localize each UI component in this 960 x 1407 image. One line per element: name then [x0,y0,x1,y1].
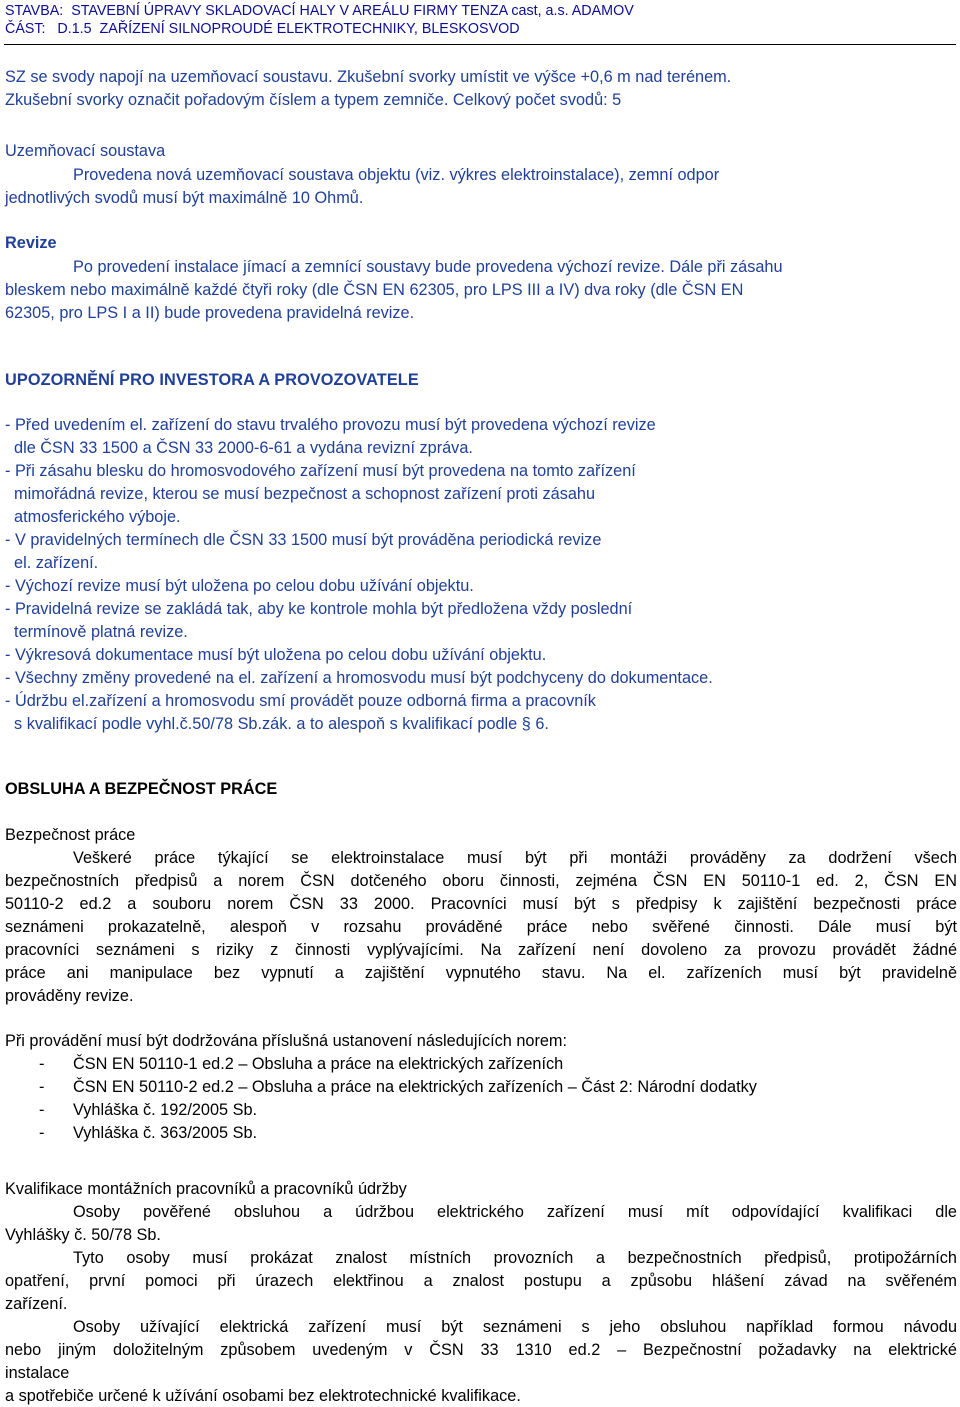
document-header [5,2,634,38]
kvalifikace-line: instalace [5,1364,70,1382]
upozorneni-line: mimořádná revize, kterou se musí bezpečnost a schopnost zařízení proti zásahu [5,485,596,503]
bezpecnost-line: Veškeré práce týkající se elektroinstalace musí být při montáži prováděny za dodržení všech [73,849,957,867]
revize-line-3: 62305, pro LPS I a II) bude provedena pravidelná revize. [5,304,415,322]
upozorneni-line: - Pravidelná revize se zakládá tak, aby ke kontrole mohla být předložena vždy poslední [5,600,633,618]
upozorneni-line: atmosferického výboje. [5,508,181,526]
upozorneni-line: - Výchozí revize musí být uložena po celou dobu užívání objektu. [5,577,474,595]
revize-line-2: bleskem nebo maximálně každé čtyři roky (dle ČSN EN 62305, pro LPS III a IV) dva roky (dle ČSN EN [5,281,744,299]
kvalifikace-line: Vyhlášky č. 50/78 Sb. [5,1226,161,1244]
kvalifikace-line: zařízení. [5,1295,68,1313]
revize-heading: Revize [5,234,57,252]
kvalifikace-line: a spotřebiče určené k užívání osobami bez elektrotechnické kvalifikace. [5,1387,521,1405]
kvalifikace-line: Tyto osoby musí prokázat znalost místních provozních a bezpečnostních předpisů, protipožárních [73,1249,957,1267]
upozorneni-line: s kvalifikací podle vyhl.č.50/78 Sb.zák. a to alespoň s kvalifikací podle § 6. [5,715,549,733]
svody-line-1: SZ se svody napojí na uzemňovací soustavu. Zkušební svorky umístit ve výšce +0,6 m nad terénem. [5,68,732,86]
bezpecnost-line: pracovníci seznámeni s riziky z činnosti vyplývajícími. Na zařízení není dovoleno za provozu provádět žádné [5,941,957,959]
norms-intro: Při provádění musí být dodržována příslušná ustanovení následujících norem: [5,1032,568,1050]
header-divider [4,44,956,45]
kvalifikace-line: Osoby užívající elektrická zařízení musí být seznámeni s jeho obsluhou například formou návodu [73,1318,957,1336]
upozorneni-line: - Před uvedením el. zařízení do stavu trvalého provozu musí být provedena výchozí revize [5,416,656,434]
bezpecnost-line: prováděny revize. [5,987,134,1005]
uzemneni-line-1: Provedena nová uzemňovací soustava objektu (viz. výkres elektroinstalace), zemní odpor [73,166,720,184]
uzemneni-line-2: jednotlivých svodů musí být maximálně 10 Ohmů. [5,189,364,207]
bezpecnost-line: 50110-2 ed.2 a souboru norem ČSN 33 2000. Pracovníci musí být s předpisy k zajištění bezpečnosti práce [5,895,957,913]
norm-item: Vyhláška č. 192/2005 Sb. [73,1101,258,1119]
upozorneni-line: - Údržbu el.zařízení a hromosvodu smí provádět pouze odborná firma a pracovník [5,692,596,710]
norm-item: ČSN EN 50110-2 ed.2 – Obsluha a práce na elektrických zařízeních – Část 2: Národní dodatky [73,1078,757,1096]
norm-item: ČSN EN 50110-1 ed.2 – Obsluha a práce na elektrických zařízeních [73,1055,564,1073]
kvalifikace-line: nebo jiným doložitelným způsobem uvedeným v ČSN 33 1310 ed.2 – Bezpečnostní požadavky na elektrické [5,1341,957,1359]
upozorneni-line: dle ČSN 33 1500 a ČSN 33 2000-6-61 a vydána revizní zpráva. [5,439,473,457]
revize-line-1: Po provedení instalace jímací a zemnící soustavy bude provedena výchozí revize. Dále při zásahu [73,258,783,276]
svody-line-2: Zkušební svorky označit pořadovým číslem a typem zemniče. Celkový počet svodů: 5 [5,91,622,109]
bezpecnost-line: bezpečnostních předpisů a norem ČSN dotčeného oboru činnosti, zejména ČSN EN 50110-1 ed. 2, ČSN EN [5,872,957,890]
norm-dash: - [39,1124,45,1142]
bezpecnost-subheading: Bezpečnost práce [5,826,136,844]
norm-dash: - [39,1055,45,1073]
kvalifikace-line: Osoby pověřené obsluhou a údržbou elektrického zařízení musí mít odpovídající kvalifikaci dle [73,1203,957,1221]
upozorneni-line: termínově platná revize. [5,623,188,641]
norm-dash: - [39,1101,45,1119]
kvalifikace-heading: Kvalifikace montážních pracovníků a pracovníků údržby [5,1180,407,1198]
norm-item: Vyhláška č. 363/2005 Sb. [73,1124,258,1142]
upozorneni-heading: UPOZORNĚNÍ PRO INVESTORA A PROVOZOVATELE [5,371,419,389]
upozorneni-line: el. zařízení. [5,554,99,572]
upozorneni-line: - V pravidelných termínech dle ČSN 33 1500 musí být prováděna periodická revize [5,531,602,549]
bezpecnost-line: práce ani manipulace bez vypnutí a zajištění vypnutého stavu. Na el. zařízeních musí být pravidelně [5,964,957,982]
obsluha-heading: OBSLUHA A BEZPEČNOST PRÁCE [5,780,278,798]
header-project: STAVBA: STAVEBNÍ ÚPRAVY SKLADOVACÍ HALY V AREÁLU FIRMY TENZA cast, a.s. ADAMOV [5,3,634,19]
uzemneni-heading: Uzemňovací soustava [5,142,166,160]
header-part: ČÁST: D.1.5 ZAŘÍZENÍ SILNOPROUDÉ ELEKTROTECHNIKY, BLESKOSVOD [5,21,520,37]
norm-dash: - [39,1078,45,1096]
kvalifikace-line: opatření, první pomoci při úrazech elektřinou a znalost postupu a způsobu hlášení závad na svěřeném [5,1272,957,1290]
upozorneni-line: - Všechny změny provedené na el. zařízení a hromosvodu musí být podchyceny do dokumentace. [5,669,713,687]
upozorneni-line: - Výkresová dokumentace musí být uložena po celou dobu užívání objektu. [5,646,547,664]
bezpecnost-line: seznámeni prokazatelně, alespoň v rozsahu prováděné práce nebo svěřené činnosti. Dále musí být [5,918,957,936]
upozorneni-line: - Při zásahu blesku do hromosvodového zařízení musí být provedena na tomto zařízení [5,462,636,480]
